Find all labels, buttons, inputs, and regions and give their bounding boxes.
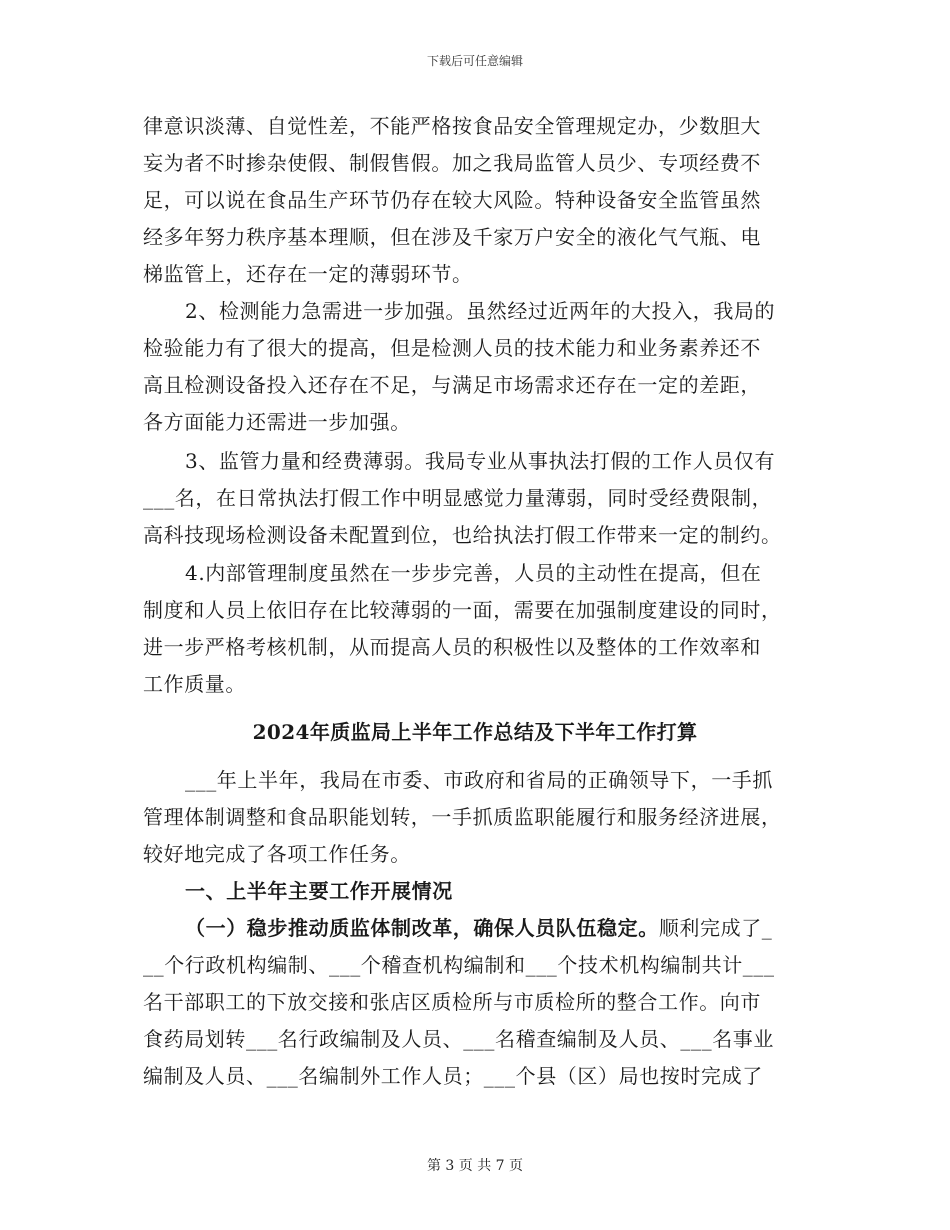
subsection-heading: （一）稳步推动质监体制改革，确保人员队伍稳定。 [185,916,659,940]
body-line: 工作质量。 [143,672,246,696]
body-line: __个行政机构编制、___个稽查机构编制和___个技术机构编制共计___ [143,953,775,977]
header-note: 下载后可任意编辑 [426,54,523,68]
body-line: 梯监管上，还存在一定的薄弱环节。 [143,262,473,286]
body-line: 名干部职工的下放交接和张店区质检所与市质检所的整合工作。向市 [143,990,761,1014]
body-line [185,914,772,942]
body-line: ___年上半年，我局在市委、市政府和省局的正确领导下，一手抓 [185,768,773,792]
page-number-footer: 第 3 页 共 7 页 [426,1158,524,1174]
section-heading: 一、上半年主要工作开展情况 [185,879,453,903]
body-line: 较好地完成了各项工作任务。 [143,842,411,866]
body-text: 顺利完成了_ [658,916,773,940]
body-line: 管理体制调整和食品职能划转，一手抓质监职能履行和服务经济进展， [143,805,782,829]
body-line: 律意识淡薄、自觉性差，不能严格按食品安全管理规定办，少数胆大 [143,114,761,138]
body-line: 食药局划转___名行政编制及人员、___名稽查编制及人员、___名事业 [143,1027,774,1051]
body-line: 2、检测能力急需进一步加强。虽然经过近两年的大投入，我局的 [185,299,776,323]
body-line: 高且检测设备投入还存在不足，与满足市场需求还存在一定的差距， [143,373,761,397]
body-line: 4.内部管理制度虽然在一步步完善，人员的主动性在提高，但在 [185,561,762,585]
document-title: 2024年质监局上半年工作总结及下半年工作打算 [252,720,698,744]
body-line: 足，可以说在食品生产环节仍存在较大风险。特种设备安全监管虽然 [143,188,761,212]
body-line: 编制及人员、___名编制外工作人员；___个县（区）局也按时完成了 [143,1064,763,1088]
body-line: 经多年努力秩序基本理顺，但在涉及千家万户安全的液化气气瓶、电 [143,225,761,249]
body-line: ___名，在日常执法打假工作中明显感觉力量薄弱，同时受经费限制， [143,486,773,510]
body-line: 妄为者不时掺杂使假、制假售假。加之我局监管人员少、专项经费不 [143,151,761,175]
body-line: 进一步严格考核机制，从而提高人员的积极性以及整体的工作效率和 [143,635,761,659]
body-line: 检验能力有了很大的提高，但是检测人员的技术能力和业务素养还不 [143,336,761,360]
body-line: 高科技现场检测设备未配置到位，也给执法打假工作带来一定的制约。 [143,523,782,547]
body-line: 制度和人员上依旧存在比较薄弱的一面，需要在加强制度建设的同时， [143,598,782,622]
body-line: 各方面能力还需进一步加强。 [143,410,411,434]
body-line: 3、监管力量和经费薄弱。我局专业从事执法打假的工作人员仅有 [185,449,776,473]
